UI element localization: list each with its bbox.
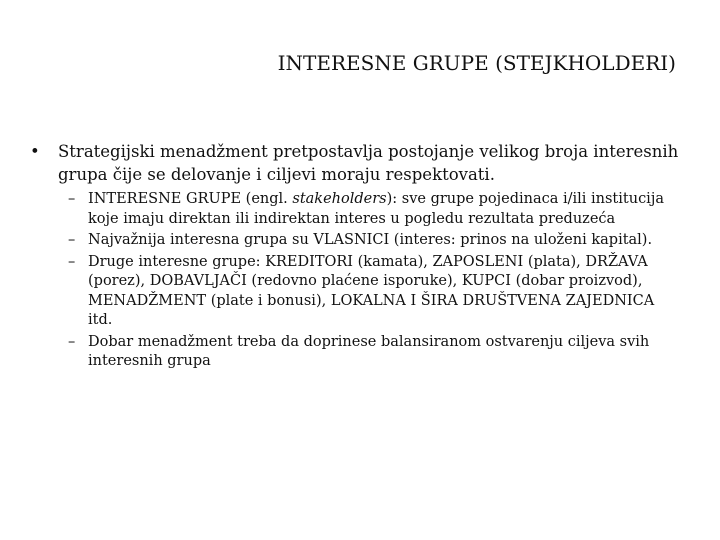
sub-bullet-text-end: ): sve grupe pojedinaca i/ili institucija koje imaju direktan ili indirektan interes u pogledu rezultata preduzeća [88, 191, 664, 227]
bullet-icon: • [30, 142, 40, 161]
sub-bullet-good-management [68, 333, 676, 372]
sub-bullet-other-groups [68, 253, 676, 331]
main-bullet-text: Strategijski menadžment pretpostavlja postojanje velikog broja interesnih grupa čije se delovanje i ciljevi moraju respektovati. [58, 142, 679, 184]
sub-bullet-text: Druge interesne grupe: KREDITORI (kamata), ZAPOSLENI (plata), DRŽAVA (porez), DOBAVLJAČI (redovno plaćene isporuke), KUPCI (dobar proizvod), MENADŽMENT (plate i bonusi), LOKALNA I ŠIRA DRUŠTVENA ZAJEDNICA itd. [88, 253, 655, 328]
sub-bullet-text: Dobar menadžment treba da doprinese balansiranom ostvarenju ciljeva svih interesnih grupa [88, 333, 650, 369]
dash-icon: – [68, 333, 76, 350]
sub-bullet-text-start: INTERESNE GRUPE (engl. [88, 191, 293, 207]
sub-bullet-stakeholders [68, 190, 676, 229]
sub-bullet-italic-term: stakeholders [292, 191, 387, 207]
dash-icon: – [68, 232, 76, 248]
sub-bullet-owners [68, 231, 676, 251]
sub-bullet-text: Najvažnija interesna grupa su VLASNICI (interes: prinos na uloženi kapital). [88, 232, 653, 248]
dash-icon: – [68, 191, 76, 207]
sub-bullet-list [30, 190, 690, 372]
slide-content [30, 140, 690, 374]
dash-icon: – [68, 253, 76, 270]
slide-title: INTERESNE GRUPE (STEJKHOLDERI) [277, 51, 676, 75]
main-bullet [30, 140, 690, 186]
